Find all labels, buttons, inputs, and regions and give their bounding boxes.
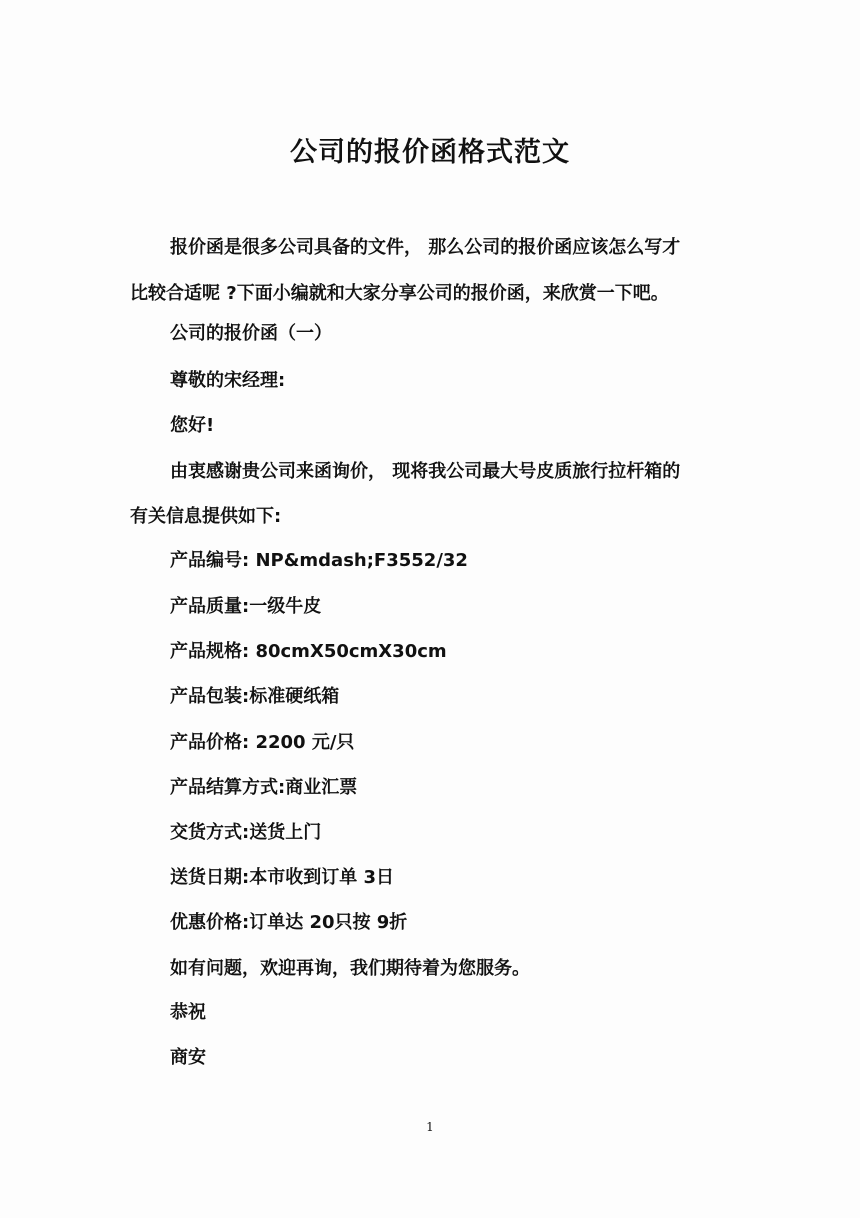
detail-product-packaging: 产品包装:标准硬纸箱 xyxy=(170,686,340,707)
detail-delivery-method: 交货方式:送货上门 xyxy=(170,822,322,843)
sign-off-1: 恭祝 xyxy=(170,1002,206,1023)
detail-settlement-method: 产品结算方式:商业汇票 xyxy=(170,777,358,798)
body-line-1: 由衷感谢贵公司来函询价， 现将我公司最大号皮质旅行拉杆箱的 xyxy=(170,461,681,482)
greeting: 您好! xyxy=(170,415,215,436)
detail-delivery-date: 送货日期:本市收到订单 3日 xyxy=(170,867,394,888)
document-title: 公司的报价函格式范文 xyxy=(290,137,570,168)
closing-line: 如有问题，欢迎再询，我们期待着为您服务。 xyxy=(170,958,530,979)
detail-product-quality: 产品质量:一级牛皮 xyxy=(170,596,322,617)
body-line-2: 有关信息提供如下: xyxy=(130,506,282,527)
sign-off-2: 商安 xyxy=(170,1047,206,1068)
salutation: 尊敬的宋经理: xyxy=(170,370,286,391)
detail-product-price: 产品价格: 2200 元/只 xyxy=(170,732,355,753)
detail-product-size: 产品规格: 80cmX50cmX30cm xyxy=(170,641,447,662)
detail-discount-price: 优惠价格:订单达 20只按 9折 xyxy=(170,912,408,933)
page-number: 1 xyxy=(426,1120,434,1134)
section-heading: 公司的报价函（一） xyxy=(170,323,332,344)
intro-line-2: 比较合适呢 ?下面小编就和大家分享公司的报价函，来欣赏一下吧。 xyxy=(130,283,669,304)
detail-product-number: 产品编号: NP&mdash;F3552/32 xyxy=(170,550,468,571)
intro-line-1: 报价函是很多公司具备的文件， 那么公司的报价函应该怎么写才 xyxy=(170,237,681,258)
